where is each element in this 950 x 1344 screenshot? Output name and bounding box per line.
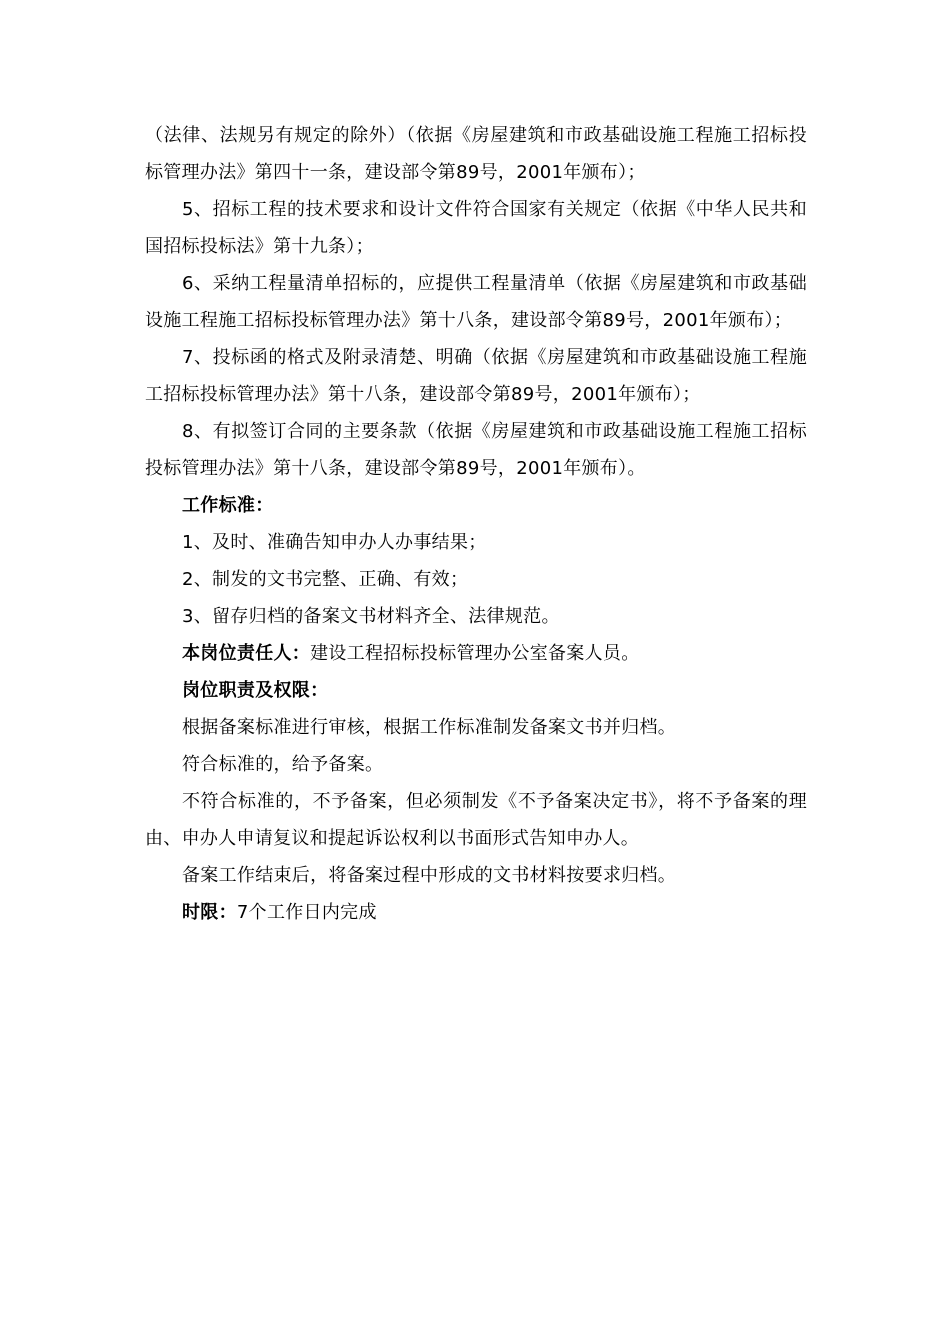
duties-item-3: 不符合标准的，不予备案，但必须制发《不予备案决定书》，将不予备案的理由、申办人申请复议和提起诉讼权利以书面形式告知申办人。 bbox=[145, 791, 807, 849]
duties-item-1: 根据备案标准进行审核，根据工作标准制发备案文书并归档。 bbox=[182, 717, 677, 738]
time-limit-label: 时限： bbox=[182, 902, 237, 923]
condition-item-7: 7、投标函的格式及附录清楚、明确（依据《房屋建筑和市政基础设施工程施工招标投标管理办法》第十八条，建设部令第89号，2001年颁布）； bbox=[145, 347, 807, 405]
condition-item-5: 5、招标工程的技术要求和设计文件符合国家有关规定（依据《中华人民共和国招标投标法》第十九条）； bbox=[145, 199, 807, 257]
responsible-label: 本岗位责任人： bbox=[182, 643, 311, 664]
work-standard-heading: 工作标准： bbox=[182, 495, 274, 516]
time-limit-value: 7个工作日内完成 bbox=[236, 902, 377, 923]
time-limit-paragraph bbox=[145, 894, 807, 931]
responsible-paragraph bbox=[145, 635, 807, 672]
work-standard-item-1: 1、及时、准确告知申办人办事结果； bbox=[182, 532, 487, 553]
duties-item-4: 备案工作结束后，将备案过程中形成的文书材料按要求归档。 bbox=[182, 865, 677, 886]
condition-item-6: 6、采纳工程量清单招标的，应提供工程量清单（依据《房屋建筑和市政基础设施工程施工招标投标管理办法》第十八条，建设部令第89号，2001年颁布）； bbox=[145, 273, 807, 331]
condition-item-8: 8、有拟签订合同的主要条款（依据《房屋建筑和市政基础设施工程施工招标投标管理办法》第十八条，建设部令第89号，2001年颁布）。 bbox=[145, 421, 807, 479]
work-standard-item-3: 3、留存归档的备案文书材料齐全、法律规范。 bbox=[182, 606, 560, 627]
work-standard-item-2: 2、制发的文书完整、正确、有效； bbox=[182, 569, 469, 590]
duties-item-2: 符合标准的，给予备案。 bbox=[182, 754, 384, 775]
document-page bbox=[145, 117, 807, 931]
continued-paragraph: （法律、法规另有规定的除外）（依据《房屋建筑和市政基础设施工程施工招标投标管理办法》第四十一条，建设部令第89号，2001年颁布）； bbox=[145, 125, 807, 183]
responsible-value: 建设工程招标投标管理办公室备案人员。 bbox=[310, 643, 640, 664]
duties-heading: 岗位职责及权限： bbox=[182, 680, 329, 701]
